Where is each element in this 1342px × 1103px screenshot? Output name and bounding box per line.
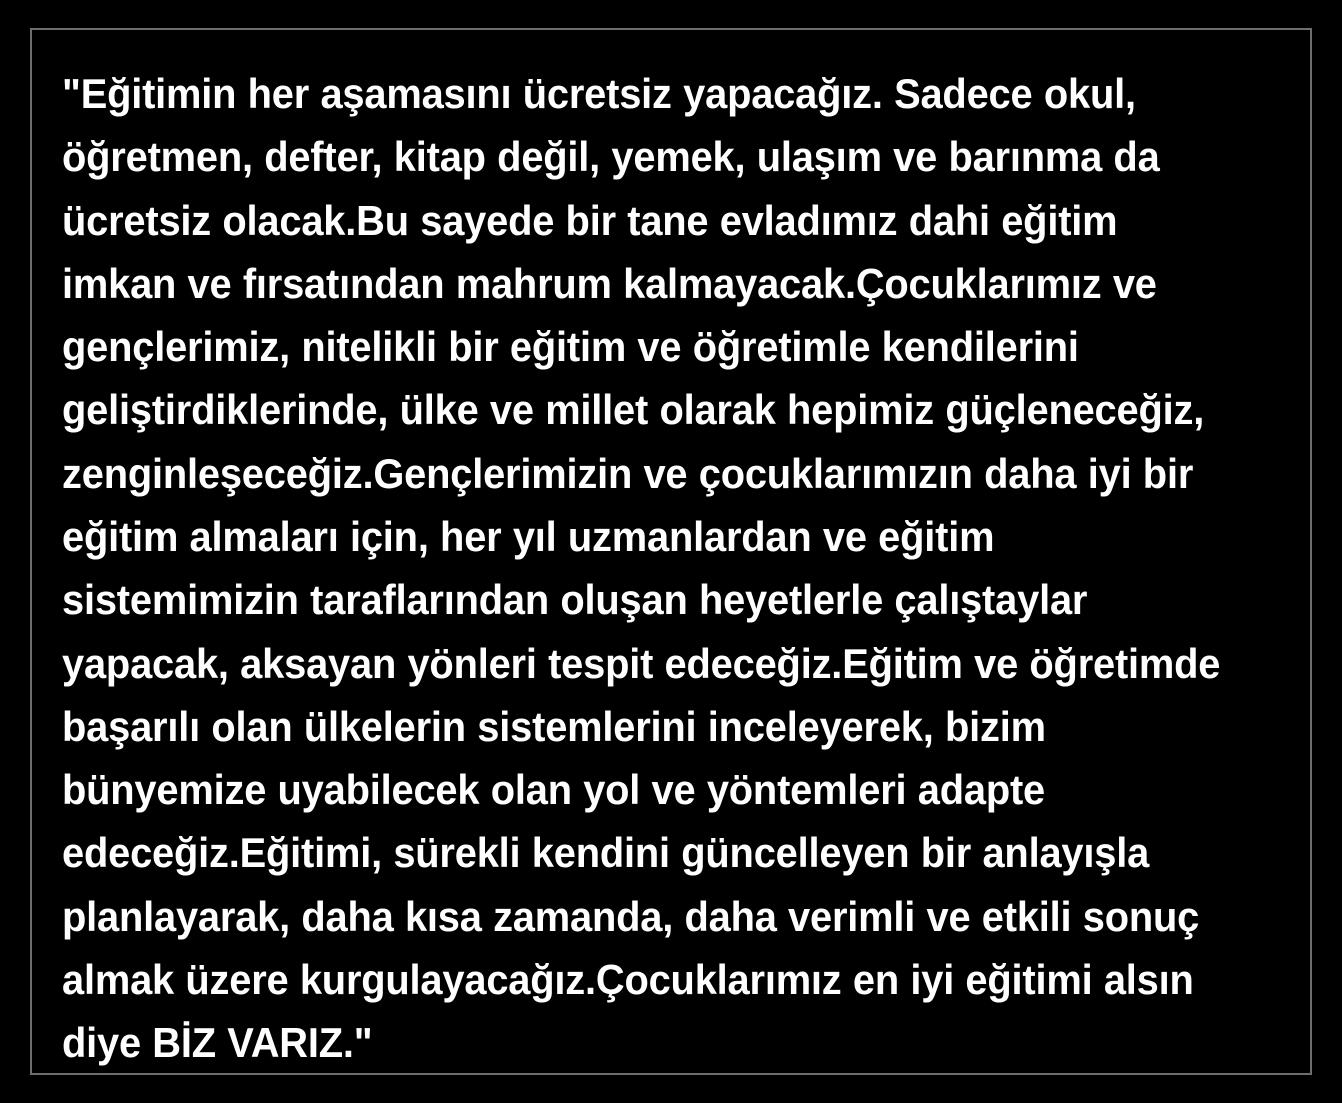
quote-text: "Eğitimin her aşamasını ücretsiz yapacağız. Sadece okul, öğretmen, defter, kitap değil, yemek, ulaşım ve barınma da ücretsiz olacak.Bu sayede bir tane evladımız dahi eğitim imkan ve fırsatından mahrum kalmayacak.Çocuklarımız ve gençlerimiz, nitelikli bir eğitim ve öğretimle kendilerini geliştirdiklerinde, ülke ve millet olarak hepimiz güçleneceğiz, zenginleşeceğiz.Gençlerimizin ve çocuklarımızın daha iyi bir eğitim almaları için, her yıl uzmanlardan ve eğitim sistemimizin taraflarından oluşan heyetlerle çalıştaylar yapacak, aksayan yönleri tespit edeceğiz.Eğitim ve öğretimde başarılı olan ülkelerin sistemlerini inceleyerek, bizim bünyemize uyabilecek olan yol ve yöntemleri adapte edeceğiz.Eğitimi, sürekli kendini güncelleyen bir anlayışla planlayarak, daha kısa zamanda, daha verimli ve etkili sonuç almak üzere kurgulayacağız.Çocuklarımız en iyi eğitimi alsın diye BİZ VARIZ." xyxy=(62,70,1232,1067)
quote-container xyxy=(62,62,1280,1067)
